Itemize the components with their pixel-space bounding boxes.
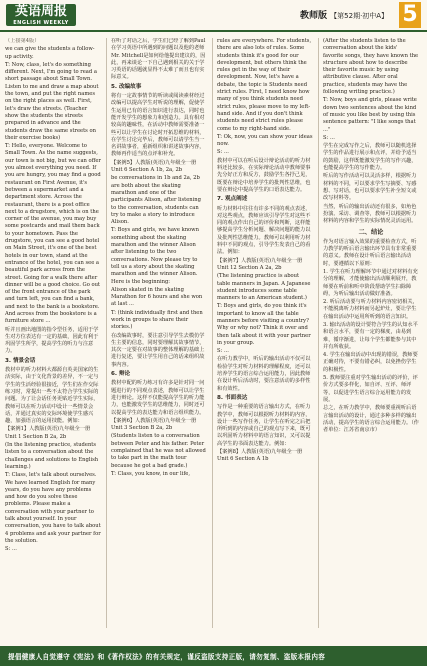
section-heading: 5. 改编故事: [111, 83, 142, 90]
paragraph: be conversations in 1b and 2a, 2b are both about the skating marathon and one of the participants Alison, after listening to the conversation, students can try to make a story to introduce Alison.: [111, 175, 201, 226]
paragraph: S: ...: [323, 134, 335, 141]
newspaper-logo: [6, 4, 76, 26]
paragraph: T: Now, boys and girls, please write down two sentences about the kind of music you like best by using this sentence pattern: "I like songs that ...": [323, 97, 417, 133]
paragraph: 教材中可以在听后设计辩论活动的听力材料还比较多，在实际辩论活动中教师要事先分好正方和反方，鼓励学生各抒己见，既要在辩论中培养学生的批判性思维，也要在辩论中提高学生的口语表达能力。: [217, 157, 311, 193]
paragraph: 听后的写作活动可以灵活多样，根据听力材料的不同，可以要求学生写摘要、写感想、写对话，也可以要求学生补全短文或改写材料等。: [323, 173, 417, 202]
section-heading: 8. 书面表达: [217, 394, 248, 401]
paragraph: we can give the students a follow-up activity.: [5, 46, 95, 60]
paragraph: S: ...: [5, 546, 17, 553]
paragraph: 总之，在听力教学中，教师要重视听后语言输出活动的设计，通过多种多样的输出活动，提高学生的语言综合运用能力。（作者单位：江苏省南京市）: [323, 405, 419, 434]
paragraph: T: (think individually first and then work in groups to share their stories.): [111, 309, 203, 331]
paragraph: (The listening practice is about table manners in Japan. A Japanese student introduces some table manners to an American student.): [217, 273, 311, 302]
paragraph: 2. 听后活动要与听力材料内容密切相关，不能脱离听力材料而另起炉灶，要让学生在输出活动中运用所听到的语言知识。: [323, 299, 418, 320]
column-3: [217, 38, 313, 628]
paragraph: 当然，听后的输出活动还有很多，如角色扮演、采访、调查等，教师可以根据听力材料的内容和学生的实际情况灵活运用。: [323, 203, 417, 225]
paragraph: Alison skated in the skating Marathon for 6 hours and she won at last ...: [111, 286, 203, 308]
logo-chinese: 英语周报: [14, 4, 67, 19]
paragraph: T: Boys and girls, we have known something about the skating marathon and the winner Alison after listening to the two conversations. Now please try to tell us a story about the skating marathon and the winner Alison. Here is the beginning:: [111, 227, 199, 285]
edition-subtitle: 【第52期·初中A】: [330, 12, 389, 20]
paragraph: T: Boys and girls, do you think it's important to know all the table manners before visiting a country? Why or why not? Think it over and then talk about it with your partner in your group.: [217, 303, 311, 346]
paragraph: T: Class, let's talk about ourselves. We have learned English for many years, do you have any problems and how do you solve these problems. Please make a conversation with your partner to talk about yourself. In your conversation, you have to talk about 4 problems and ask your partner for the solution.: [5, 472, 101, 544]
column-divider: [318, 38, 319, 628]
paragraph: 写作是一种重要的语言输出方式，在听力教学中，教师可以根据听力材料的内容，设计一些写作任务，让学生在听完之后把所听到的内容或自己的观点写下来，既可以巩固听力材料中的语言知识，又可以提高学生的书面表达能力。例如：: [217, 404, 311, 447]
paragraph: 5. 教师要注重对学生输出活动的评价，评价方式要多样化，如自评、互评、师评等，以促进学生语言综合运用能力的发展。: [323, 375, 418, 403]
paragraph: S: ...: [217, 348, 229, 355]
paragraph: 作为对语言输入效果的重要检查方式，听力教学的听后语言输出环节具有非常重要的意义。教师在设计听后语言输出活动时，要遵循以下原则：: [323, 238, 417, 267]
section-heading: 6. 辩论: [111, 371, 131, 378]
example-label: 【案例7】人教版(英语)九年级全一册 Unit 12 Section A 2a, 2b: [217, 257, 303, 271]
paragraph: T: Now, class, let's do something different. Next, I'm going to read a short passage about Small Town. Listen to me and draw a map about the town, and put the right names on the right places as well. First, let's draw the streets. (Teacher show the students the streets prepared in advance and the students draw the same streets on their exercise books): [5, 61, 99, 141]
paragraph: 1. 学生在听力理解环节中通过对材料有充分的理解，才能使输出活动顺利展开，教师要在听前和听中阶段帮助学生扫除障碍，为听后输出活动做好准备。: [323, 268, 418, 297]
section-heading: 二、结论: [358, 229, 384, 237]
column-1: [5, 38, 101, 628]
paragraph: T: Hello, everyone. Welcome to Small Town. As the name suggests, our town is not big, but we can offer you almost everything you need. If you are hungry, you may find a good restaurant on First Avenue, it's between a supermarket and a department store. Across the restaurant, there is a post office next to a drugstore, which is on the corner of the avenue, you may buy some postcards and mail them back to your hometown. Pass the drugstore, you can see a good hotel on Main Street, it's one of the best hotels in our town, stand at the entrance of the hotel, you can see a beautiful park across from the street. Going for a walk there after dinner will be a good choice. Go out of the front entrance of the park and turn left, you can find a bank, and next to the bank is a bookstore. And across from the bookstore is a furniture store ...: [5, 143, 101, 325]
column-divider: [106, 38, 107, 628]
paragraph: 学生在完成写作之后，教师可以随机选择学生的作品进行展示和点评，并给予适当的鼓励，这样既能激发学生的写作兴趣，也能提高学生的写作能力。: [323, 143, 417, 172]
page-footer: [0, 646, 427, 666]
paragraph: T: Ok, now, you can show your ideas now.: [217, 133, 313, 148]
paragraph: S: ...: [217, 149, 229, 156]
paragraph: 在听了对话之后，学生们已经了解到Paul在学习英语中所遇到的问题以及他的老师Mr. Mitchell是如何给他提出建议的，因此，再来谈论一下自己遇到相关的关于学习英语的话题就显得不太难了而且也有实际意义。: [111, 38, 206, 81]
paragraph: rules are everywhere. For students, there are also lots of rules. Some students think it's good for our development, but others think the rules get in the way of their development. Now, let's have a debate, the topic is Students need strict rules. First, I need know how many of you think students need strict rules, please move to my left-hand side. And if you don't think students need strict rules please come to my right-hand side.: [217, 38, 312, 132]
paragraph: 听并且画出地图的指令型任务，适用于学生对方位表达有一定的基础，因此有利于巩固学生所学，提高学生的听力与注意力。: [5, 326, 99, 355]
paragraph: 将有一定故事情节的听读或阅读素材经过改编可以提高学生对听说的理解，促使学生运用已有的语言知识进行表达，同时也能开发学生的想象力和创造力。具有相对较高的趣味性，在活动中教师需要准备一些可以让学生在讨论时开拓思维的材料，在学生讨论完毕后，教师可以请学生当一名讲故事者，重新组织和讲述故事内容，教师再作适当的点评和补充。: [111, 93, 205, 158]
continued-note: （上接第4版）: [5, 38, 40, 44]
edition-title: 教师版: [300, 11, 328, 21]
column-2: [111, 38, 207, 628]
paragraph: 3. 输出活动的设计要符合学生的认知水平和语言水平，要有一定的梯度，由易到难，循序渐进，让每个学生都能参与其中并有所收获。: [323, 321, 418, 350]
paragraph: 听力材料中往往有许多不同的观点表述，对这些观点，教师应该引导学生对这些不同的观点作出自己的评价和判断，这样能够提高学生分析问题、解决问题的能力以及批判性思维能力。教师可以利用听力材料中不同的观点，引导学生发表自己的看法。例如：: [217, 205, 311, 256]
section-heading: 3. 情景会话: [5, 357, 36, 364]
example-label: 【案例8】人教版(英语)九年级全一册 Unit 6 Section A 1b: [217, 449, 303, 463]
paragraph: (After the students listen to the conversation about the kids' favorite songs, they have known the structure about how to describe their favorite music by using attributive clause. After oral practice, students may have the following writing practice.): [323, 38, 419, 96]
column-divider: [212, 38, 213, 628]
paragraph: 在听力教学中，听后的输出活动不仅可以检验学生对听力材料的理解程度，还可以培养学生的语言综合运用能力，因此教师在设计听后活动时，要注意活动的多样性和有效性。: [217, 356, 311, 392]
paragraph: 教材中的听力材料大都源自英美国家的生活实际，由于文化背景的差异，不一定与学生的生活经验很接近，学生们在作交际练习时，常提出一些不太符合学生实际的问题。为了让会话任务更贴近学生实际，教师可以在听力活动中设计一些情景会话，并通过真实的交际环境使学生感兴趣，加强语言的运用技能。例如：: [5, 367, 99, 425]
paragraph: T: Class, you know, in our life,: [111, 470, 190, 477]
example-label: 【案例1】人教版(英语)九年级全一册 Unit 1 Section B 2a, 2b: [5, 426, 91, 440]
paragraph: 教材中配的听力练习有许多是针对同一问题进行的不同观点表述，教师可以让学生进行辩论。这样不仅能提高学生的听力能力，也能激发学生的思维能力，同时还可以提高学生的表达能力和语言组织能力。: [111, 380, 205, 416]
issue-label: [300, 8, 388, 21]
logo-english: ENGLISH WEEKLY: [13, 20, 69, 26]
paragraph: 4. 学生在输出活动中出现的错误，教师要正确对待，不要有错必纠，以免挫伤学生的积极性。: [323, 352, 418, 373]
paragraph: (Students listen to a conversation between Peter and his father. Peter complained that he was not allowed to take part in the math tour because he got a bad grade.): [111, 433, 206, 469]
footer-notice: 提倡健康人自觉遵守《宪法》和《著作权法》的有关规定，谨反盗版支持正版，请勿复制、盗版本报内容: [8, 653, 326, 661]
paragraph: (In the listening practice, students listen to a conversation about the challenges and solutions to English learning.): [5, 442, 99, 470]
header-rule: [0, 30, 427, 32]
page-number: 5: [399, 2, 421, 28]
example-label: 【案例6】人教版(英语)九年级全一册 Unit 3 Section B 2a, 2b: [111, 417, 197, 432]
example-label: 【案例5】人教版(英语)九年级全一册 Unit 6 Section A 1b, 2a, 2b: [111, 159, 197, 174]
section-heading: 7. 观点阐述: [217, 196, 248, 203]
column-4: [323, 38, 419, 628]
paragraph: 在改编故事时，要注意引导学生去模仿学生主要的信息，同时要理解其故事情节，其次一定要在对故事的整体理解的基础上进行复述，要让学生用自己的话来组织故事内容。: [111, 332, 205, 368]
